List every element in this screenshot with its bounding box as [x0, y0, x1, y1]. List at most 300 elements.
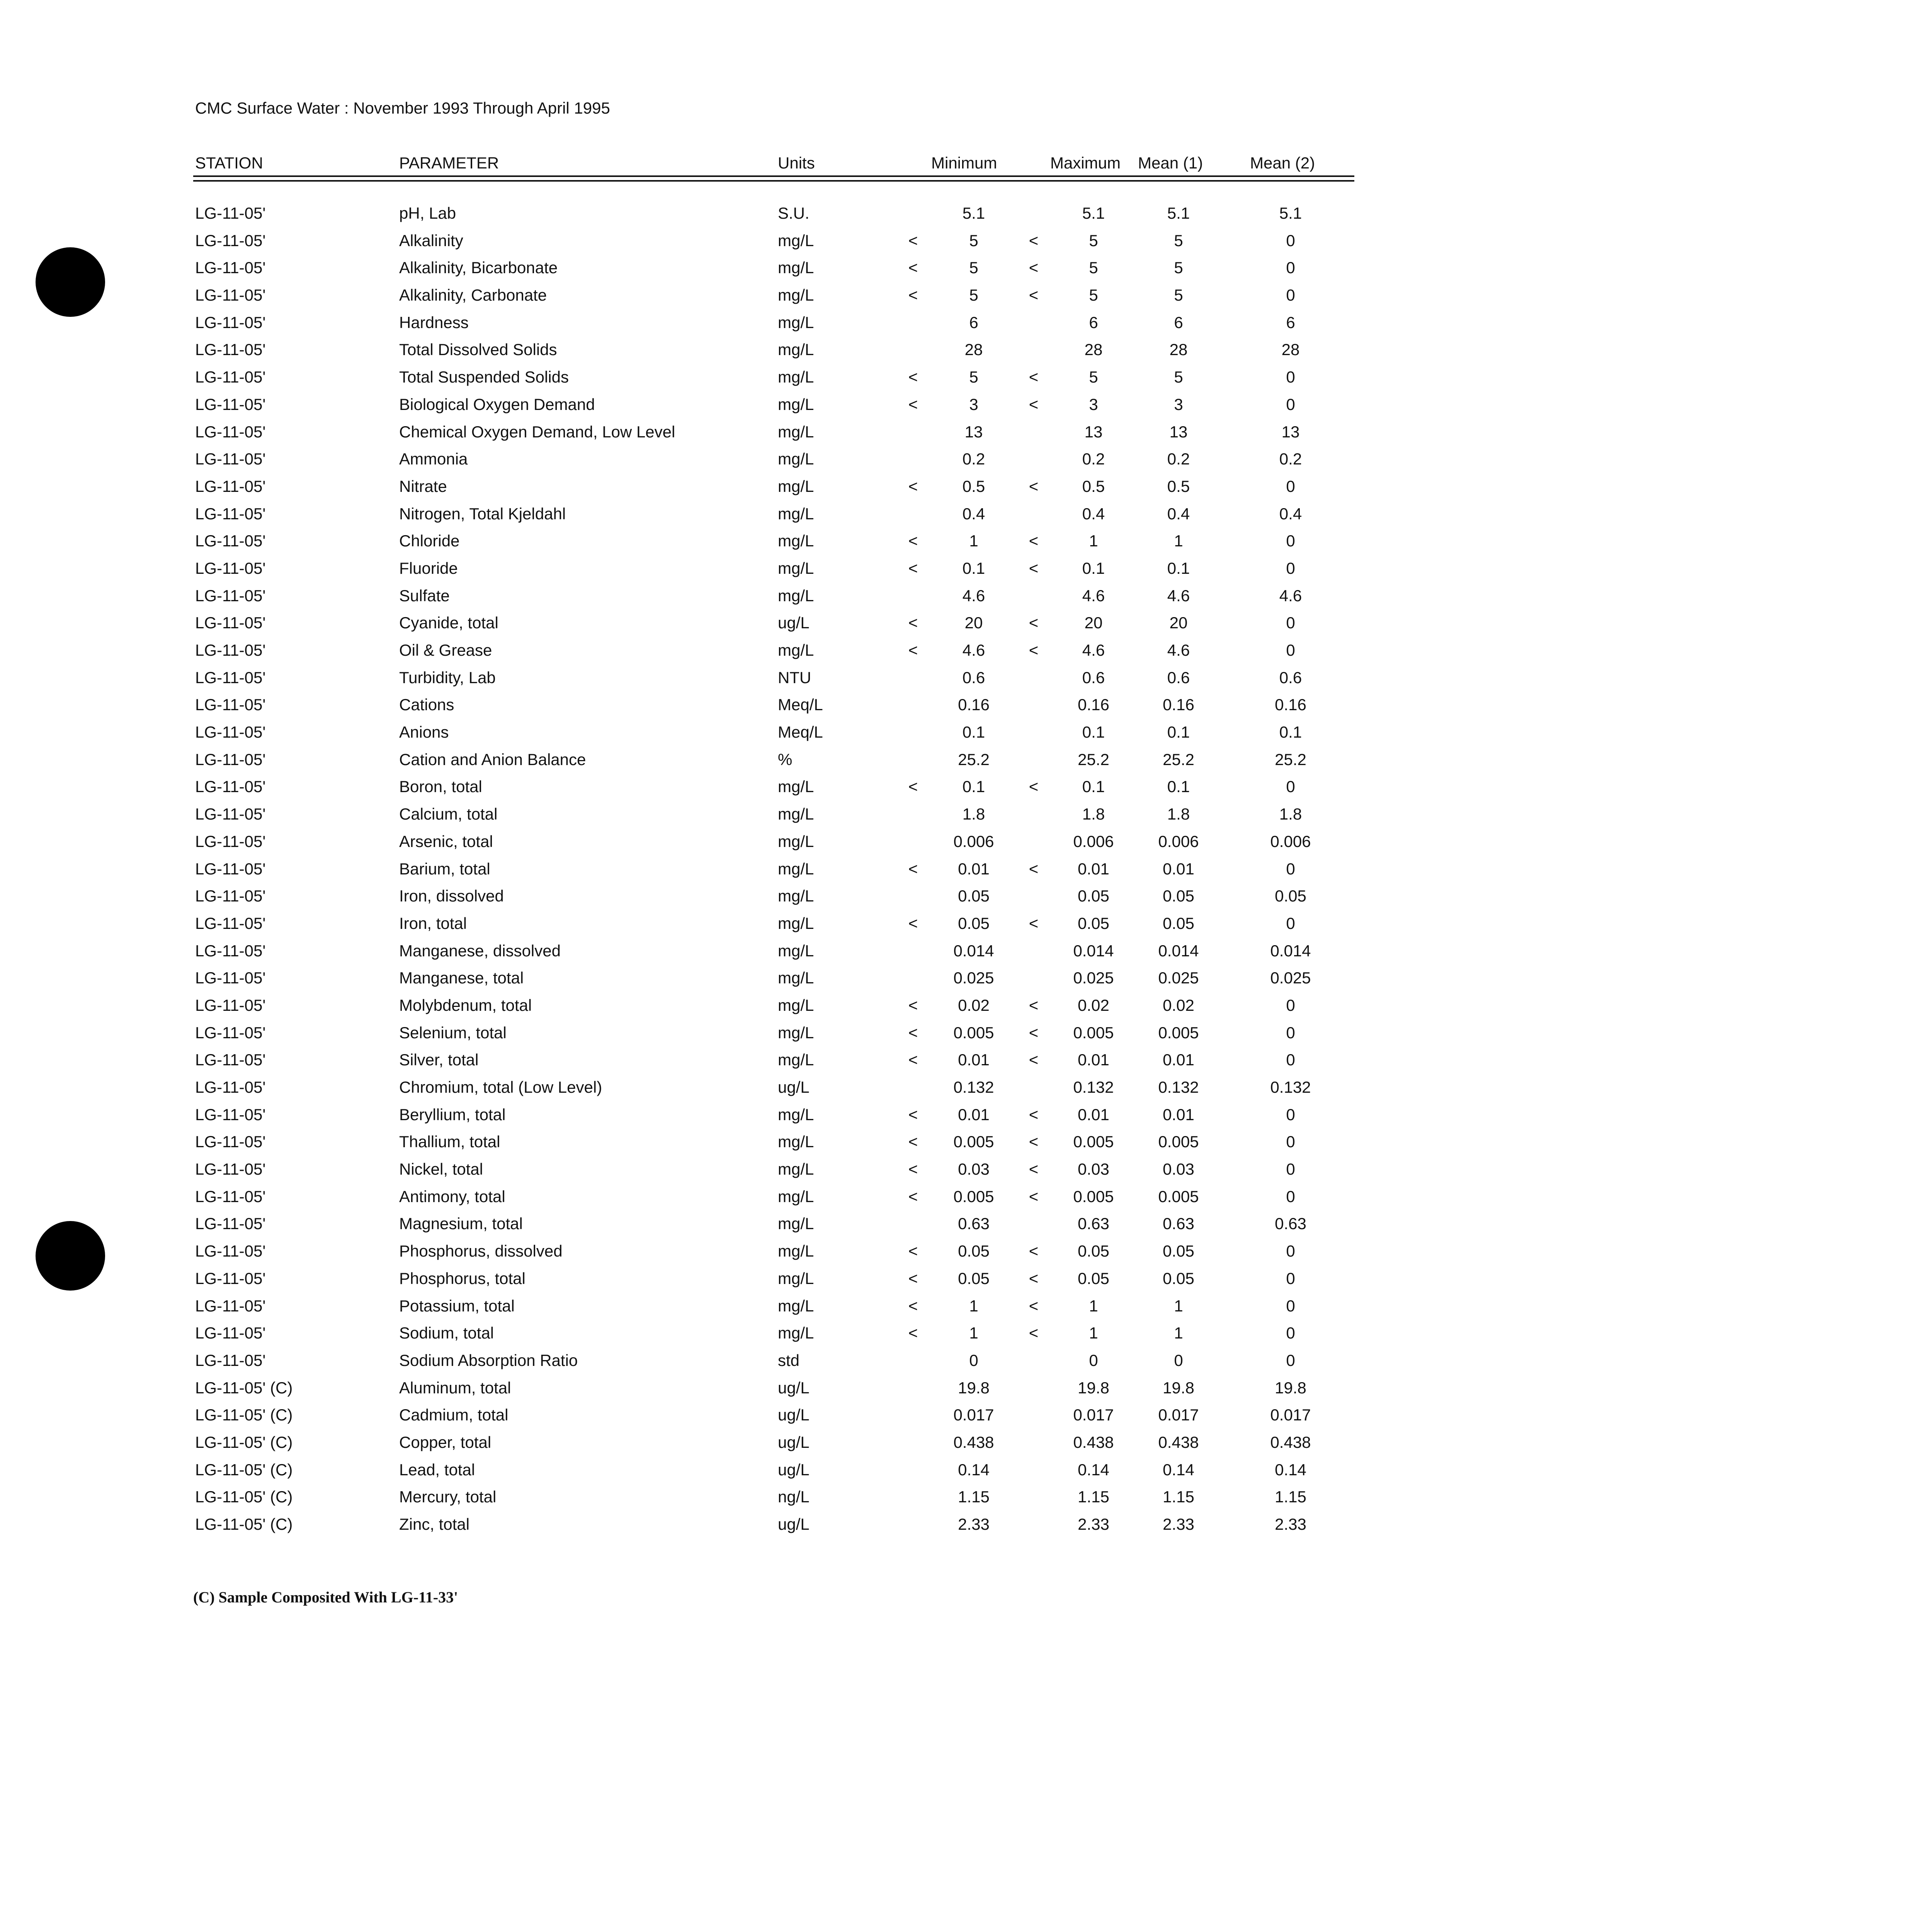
table-row [193, 501, 1354, 528]
table-row [193, 528, 1354, 555]
cell-mean-1: 0.1 [1167, 723, 1190, 742]
cell-min-qualifier: < [908, 914, 918, 932]
cell-parameter: Cation and Anion Balance [399, 750, 586, 769]
cell-minimum: 5 [969, 231, 978, 250]
table-row [193, 774, 1354, 801]
cell-minimum: 0.05 [958, 914, 990, 932]
cell-mean-1: 1 [1174, 1324, 1183, 1342]
cell-mean-1: 0.1 [1167, 777, 1190, 796]
cell-units: mg/L [778, 1269, 814, 1287]
cell-parameter: Cations [399, 696, 454, 714]
cell-minimum: 0.014 [953, 941, 994, 960]
cell-parameter: Thallium, total [399, 1133, 500, 1151]
cell-minimum: 6 [969, 313, 978, 332]
cell-mean-1: 28 [1169, 340, 1188, 359]
table-row [193, 1429, 1354, 1457]
cell-station: LG-11-05' [195, 859, 266, 878]
cell-minimum: 4.6 [962, 586, 985, 605]
cell-max-qualifier: < [1029, 286, 1039, 304]
cell-units: mg/L [778, 805, 814, 823]
cell-mean-2: 0.014 [1270, 941, 1311, 960]
cell-units: ug/L [778, 1378, 810, 1397]
cell-max-qualifier: < [1029, 614, 1039, 632]
cell-mean-2: 0 [1286, 859, 1295, 878]
cell-mean-2: 0.05 [1275, 887, 1306, 905]
cell-parameter: Boron, total [399, 777, 482, 796]
cell-min-qualifier: < [908, 231, 918, 250]
cell-minimum: 0.2 [962, 450, 985, 468]
cell-units: mg/L [778, 941, 814, 960]
cell-parameter: Anions [399, 723, 449, 742]
cell-parameter: Biological Oxygen Demand [399, 395, 595, 413]
cell-units: mg/L [778, 1187, 814, 1206]
cell-max-qualifier: < [1029, 914, 1039, 932]
cell-minimum: 0.438 [953, 1433, 994, 1451]
cell-maximum: 5 [1089, 259, 1098, 277]
table-row [193, 637, 1354, 665]
cell-parameter: Molybdenum, total [399, 996, 532, 1014]
cell-station: LG-11-05' [195, 259, 266, 277]
cell-maximum: 20 [1084, 614, 1103, 632]
data-table [193, 151, 1354, 1539]
cell-units: % [778, 750, 793, 769]
cell-station: LG-11-05' [195, 996, 266, 1014]
cell-minimum: 19.8 [958, 1378, 990, 1397]
cell-station: LG-11-05' [195, 887, 266, 905]
cell-parameter: Phosphorus, total [399, 1269, 526, 1287]
cell-maximum: 4.6 [1082, 641, 1105, 659]
cell-mean-2: 0 [1286, 1187, 1295, 1206]
cell-maximum: 0.16 [1078, 696, 1109, 714]
cell-min-qualifier: < [908, 1133, 918, 1151]
cell-maximum: 0.1 [1082, 777, 1105, 796]
cell-minimum: 0.05 [958, 1269, 990, 1287]
cell-station: LG-11-05' [195, 1023, 266, 1042]
cell-units: mg/L [778, 1105, 814, 1124]
cell-station: LG-11-05' [195, 422, 266, 441]
cell-maximum: 0.005 [1073, 1133, 1114, 1151]
cell-max-qualifier: < [1029, 1160, 1039, 1179]
table-row [193, 1265, 1354, 1293]
cell-units: mg/L [778, 395, 814, 413]
cell-station: LG-11-05' [195, 914, 266, 932]
cell-mean-2: 0.438 [1270, 1433, 1311, 1451]
cell-parameter: Potassium, total [399, 1296, 515, 1315]
cell-parameter: Antimony, total [399, 1187, 505, 1206]
cell-maximum: 19.8 [1078, 1378, 1109, 1397]
cell-min-qualifier: < [908, 1023, 918, 1042]
cell-units: mg/L [778, 859, 814, 878]
table-header [193, 151, 1354, 177]
cell-station: LG-11-05' (C) [195, 1406, 293, 1424]
cell-parameter: Turbidity, Lab [399, 668, 496, 687]
cell-minimum: 5.1 [962, 204, 985, 222]
cell-maximum: 4.6 [1082, 586, 1105, 605]
cell-units: ug/L [778, 1406, 810, 1424]
cell-units: std [778, 1351, 800, 1369]
cell-maximum: 0.01 [1078, 1105, 1109, 1124]
cell-mean-2: 0 [1286, 1324, 1295, 1342]
cell-mean-1: 5 [1174, 231, 1183, 250]
cell-units: mg/L [778, 586, 814, 605]
cell-mean-1: 5 [1174, 259, 1183, 277]
cell-min-qualifier: < [908, 477, 918, 495]
cell-parameter: Lead, total [399, 1460, 475, 1479]
cell-minimum: 0.63 [958, 1214, 990, 1233]
cell-parameter: Alkalinity, Bicarbonate [399, 259, 558, 277]
cell-maximum: 6 [1089, 313, 1098, 332]
cell-parameter: Iron, total [399, 914, 467, 932]
cell-units: mg/L [778, 340, 814, 359]
cell-units: mg/L [778, 313, 814, 332]
cell-station: LG-11-05' [195, 723, 266, 742]
cell-minimum: 0.02 [958, 996, 990, 1014]
cell-max-qualifier: < [1029, 532, 1039, 550]
cell-min-qualifier: < [908, 532, 918, 550]
table-row [193, 719, 1354, 747]
cell-parameter: Sodium, total [399, 1324, 494, 1342]
table-row [193, 1320, 1354, 1347]
header-minimum: Minimum [931, 154, 997, 172]
cell-min-qualifier: < [908, 1269, 918, 1287]
table-row [193, 1047, 1354, 1074]
cell-maximum: 0.1 [1082, 559, 1105, 577]
cell-station: LG-11-05' [195, 559, 266, 577]
cell-mean-2: 0 [1286, 259, 1295, 277]
cell-parameter: Cyanide, total [399, 614, 498, 632]
table-row [193, 992, 1354, 1020]
cell-maximum: 0.01 [1078, 1051, 1109, 1069]
table-row [193, 1402, 1354, 1429]
cell-parameter: Hardness [399, 313, 469, 332]
cell-mean-2: 0 [1286, 1160, 1295, 1179]
cell-station: LG-11-05' [195, 941, 266, 960]
cell-maximum: 0.025 [1073, 969, 1114, 987]
cell-minimum: 1.8 [962, 805, 985, 823]
cell-parameter: Copper, total [399, 1433, 492, 1451]
cell-maximum: 0.014 [1073, 941, 1114, 960]
cell-min-qualifier: < [908, 777, 918, 796]
cell-mean-2: 0 [1286, 395, 1295, 413]
cell-mean-1: 4.6 [1167, 586, 1190, 605]
cell-maximum: 0.1 [1082, 723, 1105, 742]
cell-minimum: 0.005 [953, 1133, 994, 1151]
cell-mean-1: 1 [1174, 532, 1183, 550]
cell-minimum: 0.5 [962, 477, 985, 495]
cell-station: LG-11-05' [195, 1351, 266, 1369]
table-row [193, 1293, 1354, 1320]
cell-station: LG-11-05' [195, 641, 266, 659]
cell-parameter: Barium, total [399, 859, 490, 878]
cell-maximum: 0.03 [1078, 1160, 1109, 1179]
cell-parameter: Calcium, total [399, 805, 498, 823]
cell-parameter: Ammonia [399, 450, 468, 468]
cell-units: mg/L [778, 777, 814, 796]
cell-minimum: 1.15 [958, 1488, 990, 1506]
cell-mean-2: 6 [1286, 313, 1295, 332]
cell-units: Meq/L [778, 696, 823, 714]
cell-maximum: 1 [1089, 532, 1098, 550]
table-row [193, 1457, 1354, 1484]
cell-mean-1: 5 [1174, 286, 1183, 304]
table-row [193, 583, 1354, 610]
document-title: CMC Surface Water : November 1993 Through April 1995 [195, 99, 610, 117]
cell-mean-1: 0.01 [1163, 1051, 1194, 1069]
cell-mean-1: 0.05 [1163, 914, 1194, 932]
cell-station: LG-11-05' [195, 477, 266, 495]
cell-min-qualifier: < [908, 559, 918, 577]
cell-units: mg/L [778, 504, 814, 523]
cell-mean-2: 0.2 [1279, 450, 1302, 468]
table-row [193, 1375, 1354, 1402]
cell-max-qualifier: < [1029, 1023, 1039, 1042]
cell-parameter: Cadmium, total [399, 1406, 509, 1424]
cell-station: LG-11-05' (C) [195, 1488, 293, 1506]
table-row [193, 1156, 1354, 1184]
cell-mean-1: 0.132 [1158, 1078, 1199, 1096]
table-row [193, 255, 1354, 282]
cell-station: LG-11-05' [195, 450, 266, 468]
cell-maximum: 5 [1089, 286, 1098, 304]
cell-units: mg/L [778, 832, 814, 850]
cell-station: LG-11-05' [195, 1105, 266, 1124]
cell-min-qualifier: < [908, 368, 918, 386]
cell-units: mg/L [778, 914, 814, 932]
cell-parameter: Manganese, dissolved [399, 941, 561, 960]
cell-parameter: Zinc, total [399, 1515, 470, 1533]
cell-station: LG-11-05' (C) [195, 1433, 293, 1451]
cell-station: LG-11-05' [195, 777, 266, 796]
cell-maximum: 1.8 [1082, 805, 1105, 823]
header-maximum: Maximum [1050, 154, 1121, 172]
table-row [193, 938, 1354, 965]
cell-min-qualifier: < [908, 859, 918, 878]
cell-maximum: 1 [1089, 1296, 1098, 1315]
cell-units: Meq/L [778, 723, 823, 742]
cell-parameter: Alkalinity, Carbonate [399, 286, 547, 304]
table-row [193, 801, 1354, 828]
cell-maximum: 0.017 [1073, 1406, 1114, 1424]
cell-units: ug/L [778, 1515, 810, 1533]
cell-maximum: 0.438 [1073, 1433, 1114, 1451]
header-double-rule [193, 180, 1354, 182]
cell-max-qualifier: < [1029, 996, 1039, 1014]
table-row [193, 1238, 1354, 1265]
cell-station: LG-11-05' [195, 750, 266, 769]
cell-mean-1: 0.1 [1167, 559, 1190, 577]
cell-mean-1: 13 [1169, 422, 1188, 441]
cell-maximum: 5 [1089, 231, 1098, 250]
table-row [193, 1102, 1354, 1129]
cell-minimum: 0.017 [953, 1406, 994, 1424]
cell-units: NTU [778, 668, 811, 687]
cell-parameter: Oil & Grease [399, 641, 492, 659]
cell-min-qualifier: < [908, 1160, 918, 1179]
cell-minimum: 25.2 [958, 750, 990, 769]
cell-mean-2: 0 [1286, 477, 1295, 495]
cell-max-qualifier: < [1029, 859, 1039, 878]
cell-units: mg/L [778, 887, 814, 905]
cell-minimum: 0.1 [962, 559, 985, 577]
cell-minimum: 5 [969, 286, 978, 304]
cell-parameter: Total Dissolved Solids [399, 340, 557, 359]
cell-maximum: 0.05 [1078, 1269, 1109, 1287]
cell-units: mg/L [778, 368, 814, 386]
cell-mean-2: 4.6 [1279, 586, 1302, 605]
cell-mean-1: 1.15 [1163, 1488, 1194, 1506]
cell-min-qualifier: < [908, 1296, 918, 1315]
cell-maximum: 0.05 [1078, 914, 1109, 932]
cell-mean-1: 0.005 [1158, 1187, 1199, 1206]
table-row [193, 1074, 1354, 1102]
cell-max-qualifier: < [1029, 1105, 1039, 1124]
cell-units: mg/L [778, 1160, 814, 1179]
cell-max-qualifier: < [1029, 559, 1039, 577]
cell-minimum: 5 [969, 368, 978, 386]
cell-max-qualifier: < [1029, 368, 1039, 386]
cell-minimum: 5 [969, 259, 978, 277]
cell-maximum: 2.33 [1078, 1515, 1109, 1533]
cell-station: LG-11-05' [195, 1133, 266, 1151]
table-row [193, 828, 1354, 856]
cell-units: mg/L [778, 1023, 814, 1042]
cell-station: LG-11-05' [195, 1324, 266, 1342]
table-row [193, 665, 1354, 692]
cell-minimum: 2.33 [958, 1515, 990, 1533]
cell-min-qualifier: < [908, 614, 918, 632]
cell-mean-2: 0.63 [1275, 1214, 1306, 1233]
cell-max-qualifier: < [1029, 641, 1039, 659]
cell-minimum: 0.006 [953, 832, 994, 850]
cell-station: LG-11-05' [195, 614, 266, 632]
table-row [193, 910, 1354, 938]
cell-units: ug/L [778, 614, 810, 632]
cell-maximum: 0.01 [1078, 859, 1109, 878]
cell-parameter: Sulfate [399, 586, 450, 605]
cell-parameter: Chemical Oxygen Demand, Low Level [399, 422, 675, 441]
cell-maximum: 0.005 [1073, 1023, 1114, 1042]
table-row [193, 228, 1354, 255]
cell-mean-2: 13 [1281, 422, 1300, 441]
cell-mean-2: 0 [1286, 614, 1295, 632]
cell-station: LG-11-05' [195, 204, 266, 222]
cell-maximum: 0.006 [1073, 832, 1114, 850]
cell-mean-1: 0.01 [1163, 1105, 1194, 1124]
cell-max-qualifier: < [1029, 1269, 1039, 1287]
cell-mean-2: 0 [1286, 1023, 1295, 1042]
cell-parameter: Magnesium, total [399, 1214, 523, 1233]
cell-station: LG-11-05' [195, 586, 266, 605]
cell-parameter: Nickel, total [399, 1160, 483, 1179]
cell-parameter: Iron, dissolved [399, 887, 504, 905]
table-row [193, 200, 1354, 228]
cell-mean-1: 25.2 [1163, 750, 1194, 769]
cell-minimum: 0.01 [958, 1051, 990, 1069]
cell-units: mg/L [778, 559, 814, 577]
cell-parameter: Sodium Absorption Ratio [399, 1351, 578, 1369]
cell-mean-2: 0 [1286, 1269, 1295, 1287]
cell-parameter: Chromium, total (Low Level) [399, 1078, 602, 1096]
punch-hole-top [36, 247, 105, 317]
cell-mean-1: 19.8 [1163, 1378, 1194, 1397]
cell-units: mg/L [778, 996, 814, 1014]
cell-minimum: 0.1 [962, 723, 985, 742]
cell-mean-1: 0.017 [1158, 1406, 1199, 1424]
cell-mean-2: 0 [1286, 231, 1295, 250]
cell-mean-1: 0.63 [1163, 1214, 1194, 1233]
cell-station: LG-11-05' (C) [195, 1515, 293, 1533]
cell-minimum: 1 [969, 1324, 978, 1342]
cell-station: LG-11-05' [195, 340, 266, 359]
cell-parameter: Nitrogen, Total Kjeldahl [399, 504, 566, 523]
cell-maximum: 1 [1089, 1324, 1098, 1342]
table-row [193, 1020, 1354, 1047]
cell-station: LG-11-05' [195, 1269, 266, 1287]
punch-hole-middle [36, 1221, 105, 1291]
cell-mean-2: 0 [1286, 777, 1295, 796]
table-row [193, 1484, 1354, 1511]
cell-mean-1: 5 [1174, 368, 1183, 386]
cell-maximum: 0.14 [1078, 1460, 1109, 1479]
cell-parameter: Nitrate [399, 477, 447, 495]
cell-minimum: 0.4 [962, 504, 985, 523]
cell-minimum: 0.132 [953, 1078, 994, 1096]
cell-station: LG-11-05' [195, 805, 266, 823]
cell-station: LG-11-05' [195, 1051, 266, 1069]
table-row [193, 692, 1354, 719]
cell-parameter: Mercury, total [399, 1488, 497, 1506]
cell-station: LG-11-05' [195, 504, 266, 523]
cell-units: mg/L [778, 532, 814, 550]
cell-parameter: Total Suspended Solids [399, 368, 569, 386]
cell-station: LG-11-05' [195, 1214, 266, 1233]
cell-mean-2: 28 [1281, 340, 1300, 359]
cell-maximum: 0.2 [1082, 450, 1105, 468]
cell-station: LG-11-05' (C) [195, 1460, 293, 1479]
cell-mean-2: 5.1 [1279, 204, 1302, 222]
cell-station: LG-11-05' [195, 395, 266, 413]
cell-max-qualifier: < [1029, 1133, 1039, 1151]
cell-parameter: pH, Lab [399, 204, 456, 222]
cell-min-qualifier: < [908, 286, 918, 304]
table-row [193, 1511, 1354, 1539]
cell-minimum: 0 [969, 1351, 978, 1369]
cell-station: LG-11-05' [195, 1296, 266, 1315]
table-row [193, 337, 1354, 364]
cell-maximum: 0.05 [1078, 1242, 1109, 1260]
cell-minimum: 0.005 [953, 1187, 994, 1206]
cell-minimum: 20 [964, 614, 983, 632]
cell-mean-2: 19.8 [1275, 1378, 1306, 1397]
cell-mean-2: 0 [1286, 914, 1295, 932]
cell-mean-1: 1 [1174, 1296, 1183, 1315]
cell-station: LG-11-05' [195, 1160, 266, 1179]
cell-mean-1: 0.6 [1167, 668, 1190, 687]
cell-units: mg/L [778, 286, 814, 304]
cell-mean-2: 2.33 [1275, 1515, 1306, 1533]
cell-maximum: 25.2 [1078, 750, 1109, 769]
cell-mean-1: 6 [1174, 313, 1183, 332]
table-row [193, 1129, 1354, 1156]
composite-footnote: (C) Sample Composited With LG-11-33' [193, 1588, 458, 1606]
cell-units: mg/L [778, 1296, 814, 1315]
table-row [193, 856, 1354, 883]
cell-station: LG-11-05' [195, 532, 266, 550]
cell-mean-2: 0 [1286, 1105, 1295, 1124]
cell-parameter: Alkalinity [399, 231, 463, 250]
cell-maximum: 0 [1089, 1351, 1098, 1369]
cell-mean-1: 0.01 [1163, 859, 1194, 878]
